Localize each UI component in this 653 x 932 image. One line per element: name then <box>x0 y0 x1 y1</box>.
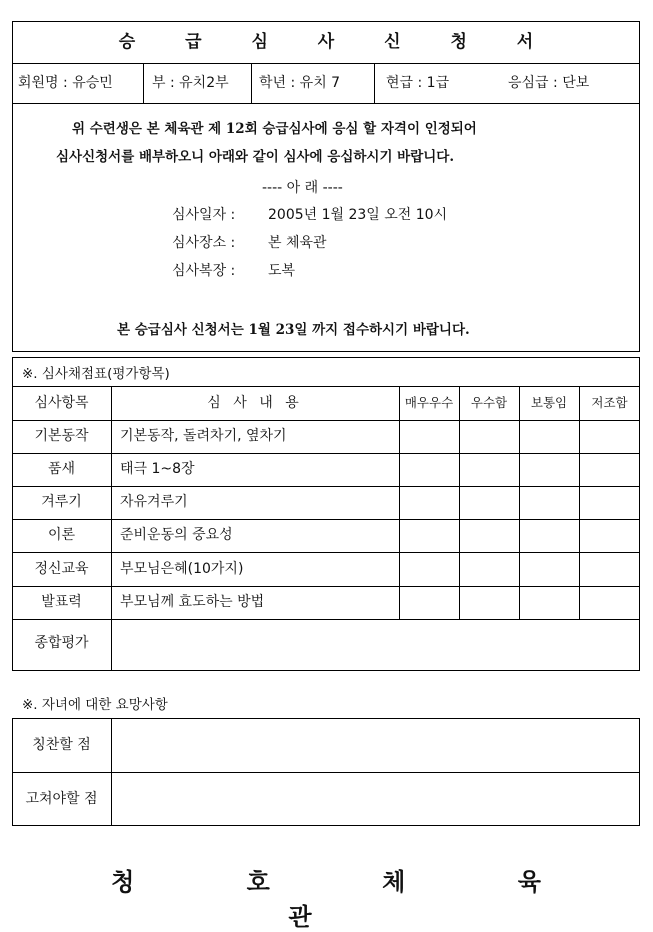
row-item-basic: 기본동작 <box>34 428 89 444</box>
divider <box>579 386 580 619</box>
row-item-mental: 정신교육 <box>34 561 89 577</box>
row-content-sparring: 자유겨루기 <box>120 494 188 510</box>
divider <box>399 386 400 619</box>
gym-name: 청 호 체 육 관 <box>111 867 593 931</box>
row-content-mental: 부모님은혜(10가지) <box>120 561 244 577</box>
exam-place-label: 심사장소 : <box>172 235 236 251</box>
notice-line-1: 위 수련생은 본 체육관 제 12회 승급심사에 응심 할 자격이 인정되어 <box>72 121 477 137</box>
exam-attire-value: 도복 <box>268 263 296 279</box>
row-content-theory: 준비운동의 중요성 <box>120 527 233 543</box>
deadline-notice: 본 승급심사 신청서는 1월 23일 까지 접수하시기 바랍니다. <box>117 322 470 338</box>
row-content-basic: 기본동작, 돌려차기, 옆차기 <box>120 428 287 444</box>
overall-evaluation-label: 종합평가 <box>34 635 89 651</box>
header-item: 심사항목 <box>34 395 89 411</box>
header-grade-average: 보통임 <box>530 395 568 410</box>
exam-attire-label: 심사복장 : <box>172 263 236 279</box>
praise-label: 칭찬할 점 <box>32 737 91 753</box>
form-title: 승 급 심 사 신 청 서 <box>118 32 556 52</box>
header-content: 심 사 내 용 <box>207 395 303 411</box>
improve-label: 고쳐야할 점 <box>25 791 98 807</box>
current-rank: 현급 : 1급 <box>386 75 450 91</box>
member-name: 회원명 : 유승민 <box>18 75 113 91</box>
row-content-poomsae: 태극 1~8장 <box>120 461 195 477</box>
divider <box>111 718 112 826</box>
exam-place-value: 본 체육관 <box>268 235 327 251</box>
grade-year: 학년 : 유치 7 <box>259 75 341 91</box>
notice-line-2: 심사신청서를 배부하오니 아래와 같이 심사에 응십하시기 바랍니다. <box>56 149 455 165</box>
divider <box>459 386 460 619</box>
divider <box>251 63 252 103</box>
divider <box>374 63 375 103</box>
divider <box>111 386 112 671</box>
divider <box>12 103 640 104</box>
division: 부 : 유치2부 <box>152 75 229 91</box>
header-grade-poor: 저조함 <box>591 395 628 410</box>
row-item-poomsae: 품새 <box>47 461 76 477</box>
requests-section-title: ※. 자녀에 대한 요망사항 <box>22 697 168 713</box>
exam-date-value: 2005년 1월 23일 오전 10시 <box>268 207 448 223</box>
row-item-sparring: 겨루기 <box>41 494 82 510</box>
header-grade-excellent: 매우우수 <box>404 395 454 410</box>
divider <box>519 386 520 619</box>
scoring-section-title: ※. 심사채점표(평가항목) <box>22 366 170 382</box>
row-item-presentation: 발표력 <box>41 594 82 610</box>
row-content-presentation: 부모님께 효도하는 방법 <box>120 594 265 610</box>
row-item-theory: 이론 <box>47 527 76 543</box>
divider <box>143 63 144 103</box>
separator: ---- 아 래 ---- <box>262 180 343 196</box>
exam-date-label: 심사일자 : <box>172 207 236 223</box>
header-grade-good: 우수함 <box>470 395 508 410</box>
applied-rank: 응심급 : 단보 <box>508 75 590 91</box>
